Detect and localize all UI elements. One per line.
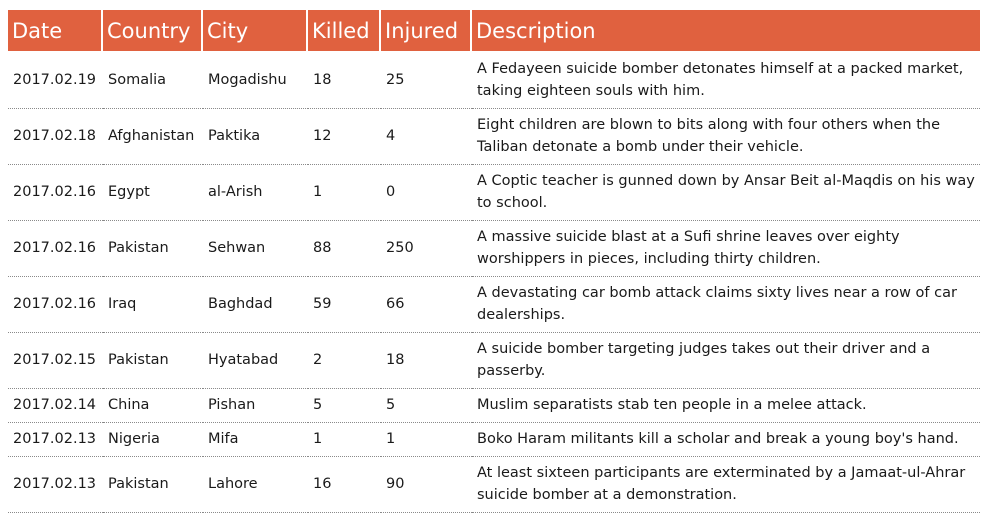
cell-killed: 1: [308, 423, 381, 457]
cell-killed: 2: [308, 333, 381, 389]
cell-killed: 12: [308, 109, 381, 165]
cell-country: China: [103, 389, 203, 423]
cell-city: Mogadishu: [203, 51, 308, 109]
cell-description: A suicide bomber targeting judges takes out their driver and a passerby.: [472, 333, 980, 389]
cell-killed: 59: [308, 277, 381, 333]
cell-injured: 250: [381, 221, 472, 277]
cell-date: 2017.02.18: [8, 109, 103, 165]
cell-injured: 0: [381, 165, 472, 221]
cell-city: Sehwan: [203, 221, 308, 277]
cell-date: 2017.02.16: [8, 277, 103, 333]
table-row: [8, 389, 980, 423]
cell-description: Muslim separatists stab ten people in a melee attack.: [472, 389, 980, 423]
cell-country: Afghanistan: [103, 109, 203, 165]
cell-injured: 66: [381, 277, 472, 333]
header-city[interactable]: City: [203, 10, 308, 51]
table-row: [8, 457, 980, 513]
cell-description: At least sixteen participants are exterminated by a Jamaat-ul-Ahrar suicide bomber at a demonstration.: [472, 457, 980, 513]
cell-country: Nigeria: [103, 423, 203, 457]
cell-country: Somalia: [103, 51, 203, 109]
cell-description: A Coptic teacher is gunned down by Ansar Beit al-Maqdis on his way to school.: [472, 165, 980, 221]
cell-country: Pakistan: [103, 221, 203, 277]
table-row: [8, 333, 980, 389]
cell-date: 2017.02.14: [8, 389, 103, 423]
cell-injured: 5: [381, 389, 472, 423]
header-killed[interactable]: Killed: [308, 10, 381, 51]
cell-injured: 18: [381, 333, 472, 389]
cell-killed: 1: [308, 165, 381, 221]
header-injured[interactable]: Injured: [381, 10, 472, 51]
cell-city: Pishan: [203, 389, 308, 423]
header-country[interactable]: Country: [103, 10, 203, 51]
cell-city: Baghdad: [203, 277, 308, 333]
cell-city: Hyatabad: [203, 333, 308, 389]
table-header-row: [8, 10, 980, 51]
cell-country: Egypt: [103, 165, 203, 221]
cell-city: Lahore: [203, 457, 308, 513]
cell-country: Pakistan: [103, 333, 203, 389]
cell-city: Paktika: [203, 109, 308, 165]
cell-injured: 90: [381, 457, 472, 513]
cell-date: 2017.02.15: [8, 333, 103, 389]
table-row: [8, 423, 980, 457]
cell-date: 2017.02.16: [8, 165, 103, 221]
table-row: [8, 277, 980, 333]
header-description[interactable]: Description: [472, 10, 980, 51]
cell-injured: 4: [381, 109, 472, 165]
attacks-table: [8, 10, 980, 513]
cell-killed: 16: [308, 457, 381, 513]
table-row: [8, 51, 980, 109]
table-row: [8, 109, 980, 165]
cell-killed: 5: [308, 389, 381, 423]
cell-country: Iraq: [103, 277, 203, 333]
cell-date: 2017.02.13: [8, 423, 103, 457]
cell-killed: 88: [308, 221, 381, 277]
table-row: [8, 221, 980, 277]
cell-killed: 18: [308, 51, 381, 109]
cell-description: A Fedayeen suicide bomber detonates himself at a packed market, taking eighteen souls with him.: [472, 51, 980, 109]
cell-description: A massive suicide blast at a Sufi shrine leaves over eighty worshippers in pieces, including thirty children.: [472, 221, 980, 277]
cell-description: Boko Haram militants kill a scholar and break a young boy's hand.: [472, 423, 980, 457]
table-row: [8, 165, 980, 221]
cell-country: Pakistan: [103, 457, 203, 513]
cell-description: A devastating car bomb attack claims sixty lives near a row of car dealerships.: [472, 277, 980, 333]
cell-injured: 25: [381, 51, 472, 109]
cell-city: al-Arish: [203, 165, 308, 221]
cell-injured: 1: [381, 423, 472, 457]
header-date[interactable]: Date: [8, 10, 103, 51]
cell-date: 2017.02.19: [8, 51, 103, 109]
cell-date: 2017.02.13: [8, 457, 103, 513]
cell-date: 2017.02.16: [8, 221, 103, 277]
cell-city: Mifa: [203, 423, 308, 457]
cell-description: Eight children are blown to bits along with four others when the Taliban detonate a bomb under their vehicle.: [472, 109, 980, 165]
